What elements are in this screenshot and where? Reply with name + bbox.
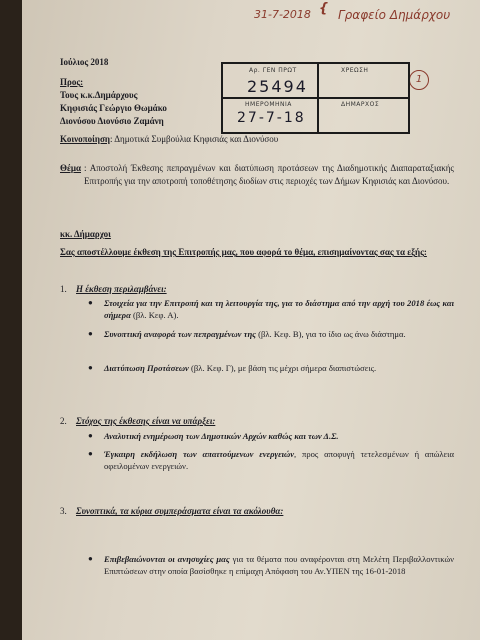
- stamp-mayor-header: ΔΗΜΑΡΧΟΣ: [341, 101, 380, 108]
- handwritten-page-number: 1: [409, 70, 429, 90]
- bullet-icon: ●: [88, 329, 93, 338]
- section-1-item-2: Συνοπτική αναφορά των πεπραγμένων της (βλ. Κεφ. Β), για το ίδιο ως άνω διάστημα.: [104, 329, 406, 339]
- cc-text: : Δημοτικά Συμβούλια Κηφισιάς και Διονύσου: [109, 134, 279, 144]
- protocol-stamp: [221, 62, 410, 134]
- bullet-icon: ●: [88, 363, 93, 372]
- intro-paragraph: Σας αποστέλλουμε έκθεση της Επιτροπής μας, που αφορά το θέμα, επισημαίνοντας σας τα εξής:: [60, 247, 427, 257]
- section-1-number: 1.: [60, 284, 67, 294]
- bullet-icon: ●: [88, 449, 93, 458]
- stamp-charge-header: ΧΡΕΩΣΗ: [341, 67, 369, 74]
- section-3-number: 3.: [60, 506, 67, 516]
- section-2-number: 2.: [60, 416, 67, 426]
- document-date: Ιούλιος 2018: [60, 57, 109, 67]
- to-line-1: Τους κ.κ.Δημάρχους: [60, 90, 138, 100]
- section-2-item-1: Αναλυτική ενημέρωση των Δημοτικών Αρχών καθώς και των Δ.Σ.: [104, 431, 339, 441]
- section-1-item-1: Στοιχεία για την Επιτροπή και τη λειτουργία της, για το διάστημα από την αρχή του 2018 έως και σήμερα (βλ. Κεφ. Α).: [104, 298, 454, 320]
- cc-line: [60, 133, 278, 146]
- handwritten-curly-mark: {: [319, 1, 329, 16]
- to-line-3: Διονύσου Διονύσιο Ζαμάνη: [60, 116, 164, 126]
- bullet-icon: ●: [88, 431, 93, 440]
- section-1-title: Η έκθεση περιλαμβάνει:: [76, 284, 167, 294]
- stamp-date-value: 27-7-18: [237, 110, 306, 126]
- to-label: Προς:: [60, 77, 84, 87]
- section-1-item-3: Διατύπωση Προτάσεων (βλ. Κεφ. Γ), με βάση τις μέχρι σήμερα διαπιστώσεις.: [104, 363, 377, 373]
- stamp-date-header: ΗΜΕΡΟΜΗΝΙΑ: [245, 101, 292, 108]
- section-2-title: Στόχος της έκθεσης είναι να υπάρξει:: [76, 416, 216, 426]
- section-2-item-2: Έγκαιρη εκδήλωση των απαιτούμενων ενεργειών, προς αποφυγή τετελεσμένων ή απώλεια οφειλομένων ενεργειών.: [104, 449, 454, 471]
- bullet-icon: ●: [88, 554, 93, 563]
- section-3-title: Συνοπτικά, τα κύρια συμπεράσματα είναι τα ακόλουθα:: [76, 506, 284, 516]
- bullet-icon: ●: [88, 298, 93, 307]
- subject-text: : Αποστολή Έκθεσης πεπραγμένων και διατύπωση προτάσεων της Διαδημοτικής Διαπαραταξιακής Επιτροπής για την αποτροπή τοποθέτησης διοδίων στις περιοχές των Δήμων Κηφισιάς και Διονύσου.: [84, 163, 454, 186]
- subject-label: Θέμα: [60, 163, 81, 173]
- section-3-item-1: Επιβεβαιώνονται οι ανησυχίες μας για τα θέματα που αναφέρονται στη Μελέτη Περιβαλλοντικών Επιπτώσεων στην οποία βασίσθηκε η επίμαχη Απόφαση του Αν.ΥΠΕΝ της 16-01-2018: [104, 554, 454, 576]
- stamp-protocol-number: 25494: [247, 77, 308, 96]
- document-page: [22, 0, 480, 640]
- handwritten-note: Γραφείο Δημάρχου: [338, 8, 451, 22]
- cc-label: Κοινοποίηση: [60, 134, 110, 144]
- handwritten-date: 31-7-2018: [254, 8, 311, 21]
- to-line-2: Κηφισιάς Γεώργιο Θωμάκο: [60, 103, 167, 113]
- salutation: κκ. Δήμαρχοι: [60, 229, 111, 239]
- stamp-protocol-header: Αρ. ΓΕΝ ΠΡΩΤ: [249, 67, 297, 74]
